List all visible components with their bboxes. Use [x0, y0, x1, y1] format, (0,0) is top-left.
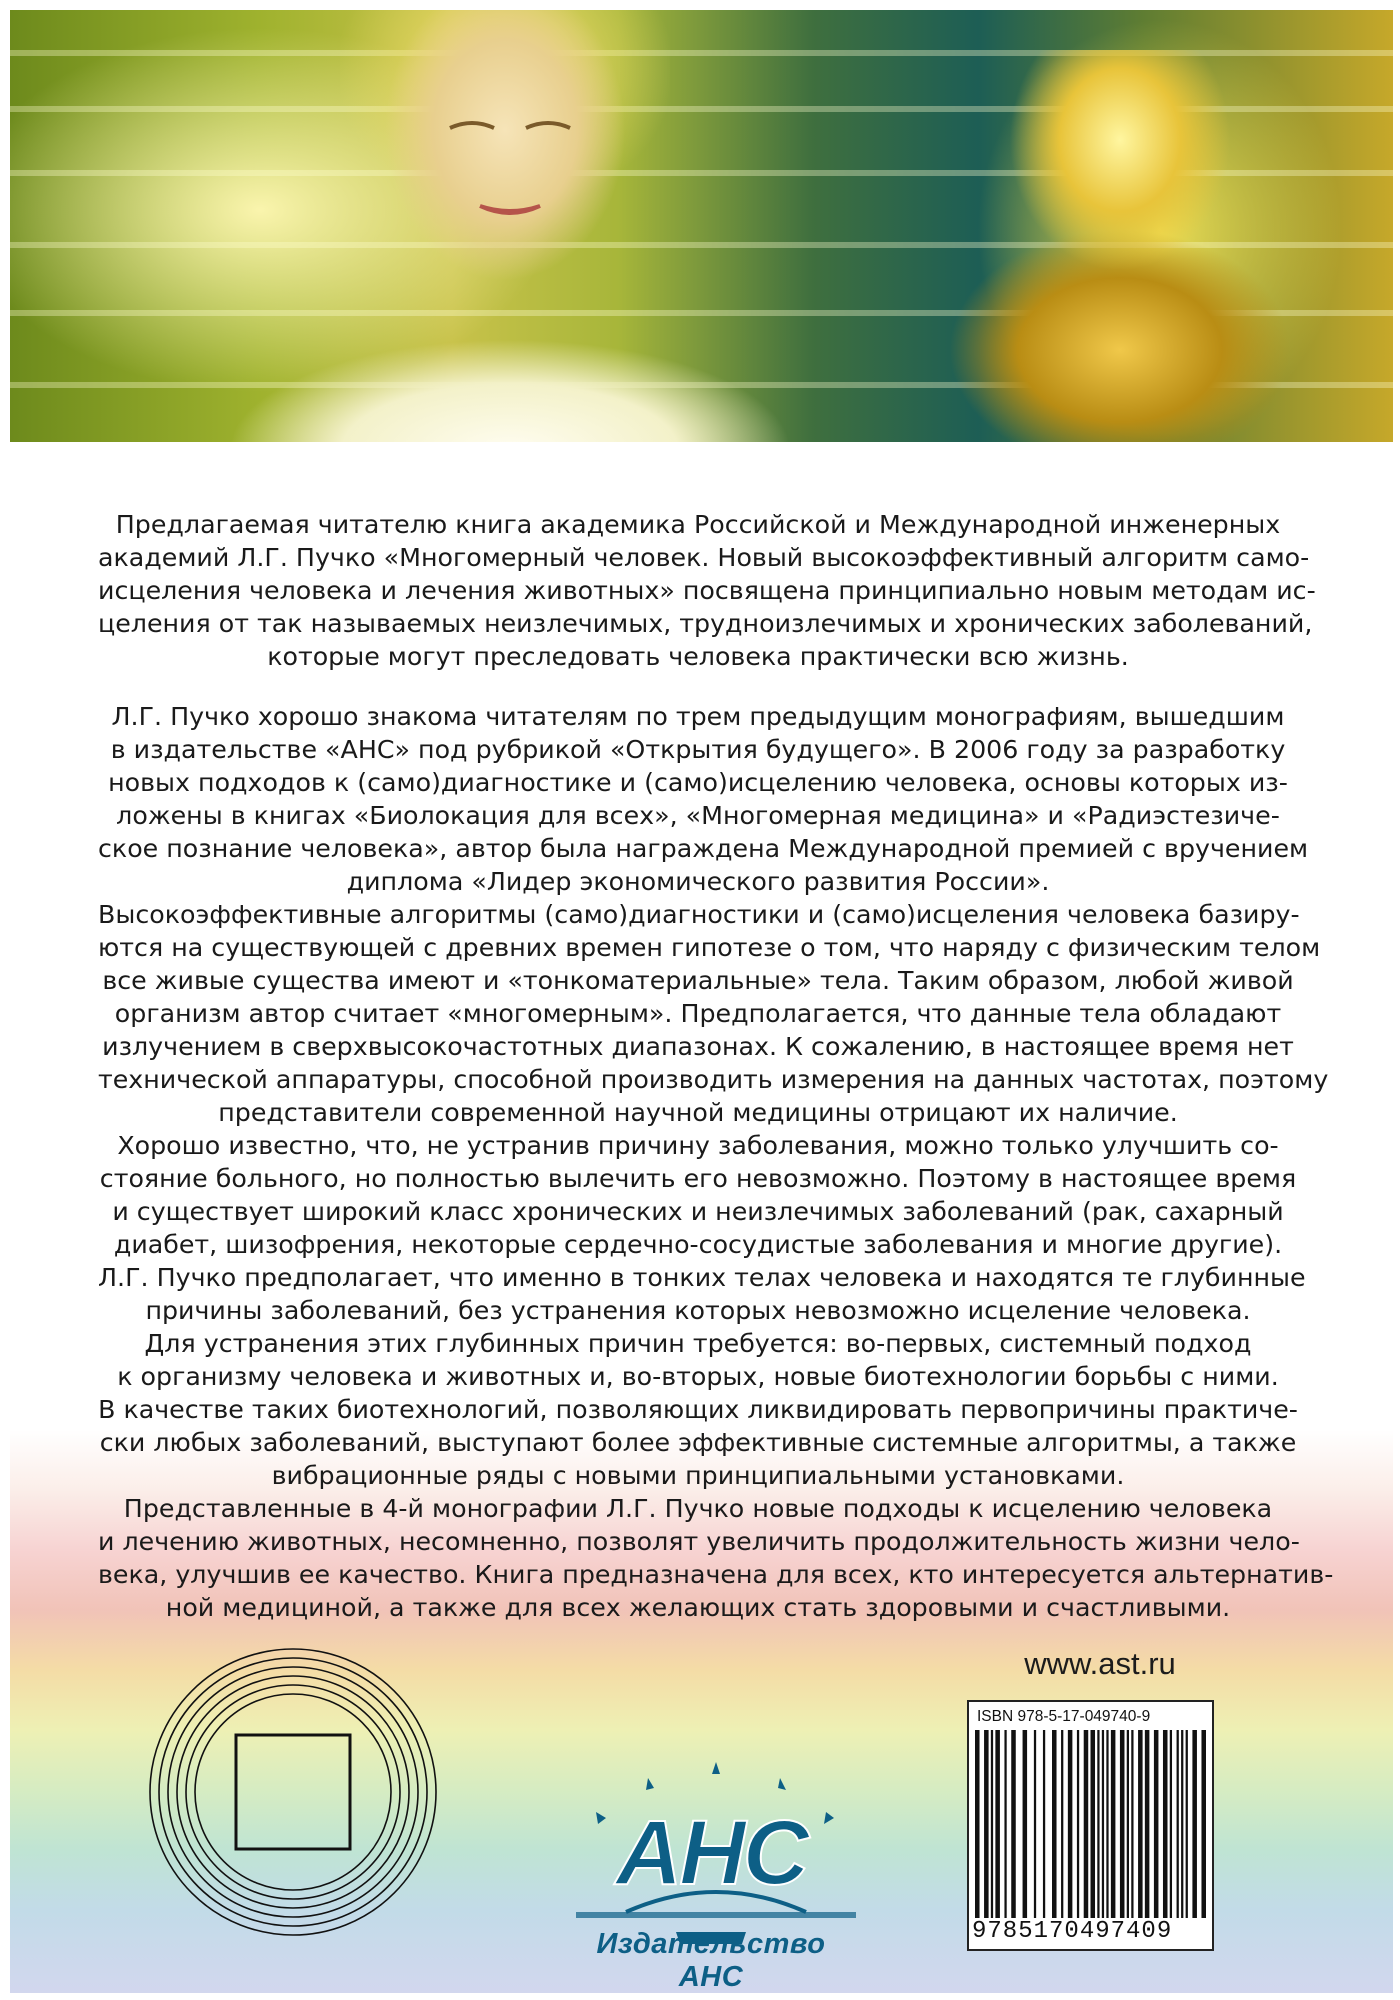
- barcode-bar: [1201, 1730, 1206, 1918]
- text-line: Л.Г. Пучко предполагает, что именно в тонких телах человека и находятся те глубинные: [98, 1263, 1306, 1292]
- text-line: исцеления человека и лечения животных» посвящена принципиально новым методам ис-: [98, 576, 1316, 605]
- barcode-bars: [975, 1730, 1206, 1918]
- barcode-bar: [1004, 1730, 1006, 1918]
- text-line: и существует широкий класс хронических и неизлечимых заболеваний (рак, сахарный: [112, 1197, 1284, 1226]
- barcode-bar: [1111, 1730, 1116, 1918]
- barcode-bar: [991, 1730, 993, 1918]
- text-line: В качестве таких биотехнологий, позволяющих ликвидировать первопричины практиче-: [98, 1395, 1298, 1424]
- isbn-barcode: [967, 1700, 1214, 1951]
- text-line: диабет, шизофрения, некоторые сердечно-сосудистые заболевания и многие другие).: [113, 1230, 1283, 1259]
- barcode-bar: [1077, 1730, 1079, 1918]
- text-line: все живые существа имеют и «тонкоматериальные» тела. Таким образом, любой живой: [102, 966, 1294, 995]
- barcode-bar: [1181, 1730, 1183, 1918]
- isbn-label: ISBN 978-5-17-049740-9: [977, 1708, 1151, 1725]
- barcode-bar: [1034, 1730, 1036, 1918]
- text-line: Л.Г. Пучко хорошо знакома читателям по трем предыдущим монографиям, вышедшим: [111, 702, 1285, 731]
- barcode-bar: [1131, 1730, 1133, 1918]
- barcode-bar: [1102, 1730, 1104, 1918]
- text-line: ются на существующей с древних времен гипотезе о том, что наряду с физическим телом: [98, 933, 1321, 962]
- barcode-bar: [1068, 1730, 1073, 1918]
- text-line: ной медициной, а также для всех желающих стать здоровыми и счастливыми.: [165, 1593, 1231, 1622]
- text-line: целения от так называемых неизлечимых, трудноизлечимых и хронических заболеваний,: [98, 609, 1313, 638]
- text-line: к организму человека и животных и, во-вторых, новые биотехнологии борьбы с ними.: [117, 1362, 1279, 1391]
- barcode-bar: [1154, 1730, 1159, 1918]
- barcode-bar: [995, 1730, 1000, 1918]
- text-line: Высокоэффективные алгоритмы (само)диагностики и (само)исцеления человека базиру-: [98, 900, 1300, 929]
- book-back-cover: [10, 10, 1393, 1993]
- text-line: Предлагаемая читателю книга академика Российской и Международной инженерных: [115, 510, 1281, 539]
- text-line: Хорошо известно, что, не устранив причину заболевания, можно только улучшить со-: [117, 1131, 1279, 1160]
- text-line: в издательстве «АНС» под рубрикой «Открытия будущего». В 2006 году за разработку: [110, 735, 1286, 764]
- cover-photo: [10, 10, 1393, 442]
- text-line: Для устранения этих глубинных причин требуется: во-первых, системный подход: [144, 1329, 1252, 1358]
- barcode-bar: [1120, 1730, 1125, 1918]
- barcode-bar: [1043, 1730, 1045, 1918]
- barcode-bar: [1192, 1730, 1197, 1918]
- barcode-bar: [1106, 1730, 1108, 1918]
- text-line: академий Л.Г. Пучко «Многомерный человек. Новый высокоэффективный алгоритм само-: [98, 543, 1310, 572]
- text-line: Представленные в 4-й монографии Л.Г. Пучко новые подходы к исцелению человека: [123, 1494, 1273, 1523]
- barcode-bar: [1177, 1730, 1179, 1918]
- barcode-bar: [1023, 1730, 1028, 1918]
- barcode-bar: [1163, 1730, 1168, 1918]
- description-paragraph: [98, 508, 1316, 673]
- barcode-bar: [1097, 1730, 1099, 1918]
- barcode-digits: 9785170497409: [972, 1918, 1173, 1945]
- barcode-bar: [984, 1730, 989, 1918]
- text-line: вибрационные ряды с новыми принципиальными установками.: [271, 1461, 1125, 1490]
- text-line: ское познание человека», автор была награждена Международной премией с вручением: [98, 834, 1309, 863]
- barcode-bar: [1127, 1730, 1129, 1918]
- text-line: и лечению животных, несомненно, позволят увеличить продолжительность жизни чело-: [98, 1527, 1300, 1556]
- text-line: века, улучшив ее качество. Книга предназначена для всех, кто интересуется альтернатив-: [98, 1560, 1334, 1589]
- barcode-bar: [1186, 1730, 1188, 1918]
- text-line: причины заболеваний, без устранения которых невозможно исцеление человека.: [145, 1296, 1251, 1325]
- publisher-logo-text: АНС: [615, 1802, 807, 1904]
- barcode-bar: [1011, 1730, 1016, 1918]
- barcode-bar: [1145, 1730, 1150, 1918]
- face-features: [340, 10, 670, 442]
- text-line: организм автор считает «многомерным». Предполагается, что данные тела обладают: [114, 999, 1282, 1028]
- text-line: диплома «Лидер экономического развития России».: [346, 867, 1050, 896]
- text-line: ски любых заболеваний, выступают более эффективные системные алгоритмы, а также: [99, 1428, 1297, 1457]
- golden-bell: [940, 50, 1300, 442]
- woman-face: [340, 10, 670, 442]
- website-url: www.ast.ru: [1024, 1646, 1176, 1681]
- barcode-bar: [1052, 1730, 1057, 1918]
- text-line: технической аппаратуры, способной производить измерения на данных частотах, поэтому: [98, 1065, 1329, 1094]
- text-line: стояние больного, но полностью вылечить его невозможно. Поэтому в настоящее время: [99, 1164, 1297, 1193]
- barcode-bar: [1091, 1730, 1096, 1918]
- barcode-bar: [1061, 1730, 1063, 1918]
- text-line: новых подходов к (само)диагностике и (само)исцелению человека, основы которых из-: [108, 768, 1288, 797]
- description-paragraph: [98, 700, 1334, 1624]
- barcode-bar: [1138, 1730, 1143, 1918]
- text-line: которые могут преследовать человека практически всю жизнь.: [267, 642, 1129, 671]
- barcode-bar: [975, 1730, 980, 1918]
- text-line: ложены в книгах «Биолокация для всех», «Многомерная медицина» и «Радиэстезиче-: [116, 801, 1280, 830]
- publisher-name: Издательство АНС: [596, 1928, 826, 1993]
- barcode-bar: [1170, 1730, 1172, 1918]
- barcode-bar: [1084, 1730, 1089, 1918]
- text-line: представители современной научной медицины отрицают их наличие.: [218, 1098, 1178, 1127]
- text-line: излучением в сверхвысокочастотных диапазонах. К сожалению, в настоящее время нет: [102, 1032, 1294, 1061]
- concentric-rings-symbol: [148, 1647, 438, 1937]
